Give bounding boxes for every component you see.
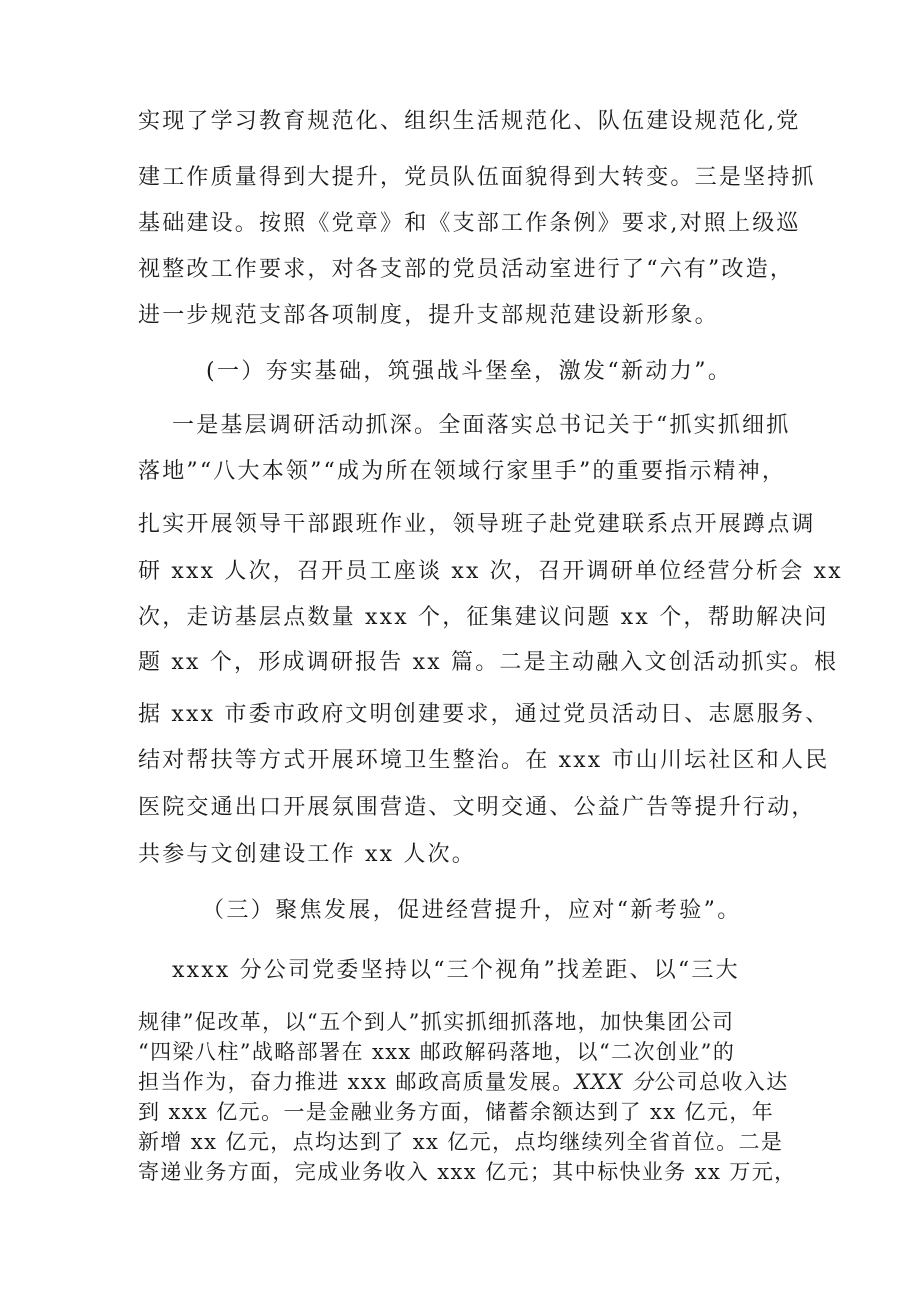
paragraph-line: 规律”促改革，以“五个到人”抓实抓细抓落地，加快集团公司 [138, 1010, 735, 1034]
paragraph-line: 落地”“八大本领”“成为所在领域行家里手”的重要指示精神， [138, 459, 787, 484]
paragraph-line: 基础建设。按照《党章》和《支部工作条例》要求,对照上级巡 [138, 211, 801, 236]
italic-company-name: XXX 分 [574, 1070, 655, 1094]
paragraph-line: 实现了学习教育规范化、组织生活规范化、队伍建设规范化,党 [138, 109, 801, 134]
paragraph-line: 寄递业务方面，完成业务收入 xxx 亿元；其中标快业务 xx 万元， [138, 1160, 797, 1184]
paragraph-line: 进一步规范支部各项制度，提升支部规范建设新形象。 [138, 303, 719, 328]
paragraph-line: 医院交通出口开展氛围营造、文明交通、公益广告等提升行动， [138, 795, 816, 820]
paragraph-line: “四梁八柱”战略部署在 xxx 邮政解码落地，以“二次创业”的 [138, 1040, 736, 1064]
paragraph-line: 一是基层调研活动抓深。全面落实总书记关于“抓实抓细抓 [172, 413, 791, 438]
paragraph-line: 次，走访基层点数量 xxx 个，征集建议问题 xx 个，帮助解决问 [138, 605, 829, 630]
paragraph-line: 视整改工作要求，对各支部的党员活动室进行了“六有”改造， [138, 257, 795, 282]
paragraph-line: xxxx 分公司党委坚持以“三个视角”找差距、以“三大 [172, 958, 740, 983]
section-heading: (一）夯实基础，筑强战斗堡垒，激发“新动力”。 [206, 359, 733, 384]
line-text: 担当作为，奋力推进 xxx 邮政高质量发展。 [138, 1070, 575, 1094]
paragraph-line: 结对帮扶等方式开展环境卫生整治。在 xxx 市山川坛社区和人民 [138, 748, 830, 773]
section-heading: （三）聚焦发展，促进经营提升，应对“新考验”。 [202, 898, 742, 923]
paragraph-line: 新增 xx 亿元，点均达到了 xx 亿元，点均继续列全省首位。二是 [138, 1130, 784, 1154]
paragraph-line [138, 1067, 789, 1097]
paragraph-line: 题 xx 个，形成调研报告 xx 篇。二是主动融入文创活动抓实。根 [138, 650, 839, 675]
line-text: 公司总收入达 [654, 1070, 789, 1094]
paragraph-line: 据 xxx 市委市政府文明创建要求，通过党员活动日、志愿服务、 [138, 702, 830, 727]
paragraph-line: 研 xxx 人次，召开员工座谈 xx 次，召开调研单位经营分析会 xx [138, 559, 843, 584]
paragraph-line: 到 xxx 亿元。一是金融业务方面，储蓄余额达到了 xx 亿元，年 [138, 1100, 775, 1124]
paragraph-line: 共参与文创建设工作 xx 人次。 [138, 842, 477, 867]
paragraph-line: 扎实开展领导干部跟班作业，领导班子赴党建联系点开展蹲点调 [138, 512, 816, 537]
paragraph-line: 建工作质量得到大提升，党员队伍面貌得到大转变。三是坚持抓 [138, 165, 816, 190]
